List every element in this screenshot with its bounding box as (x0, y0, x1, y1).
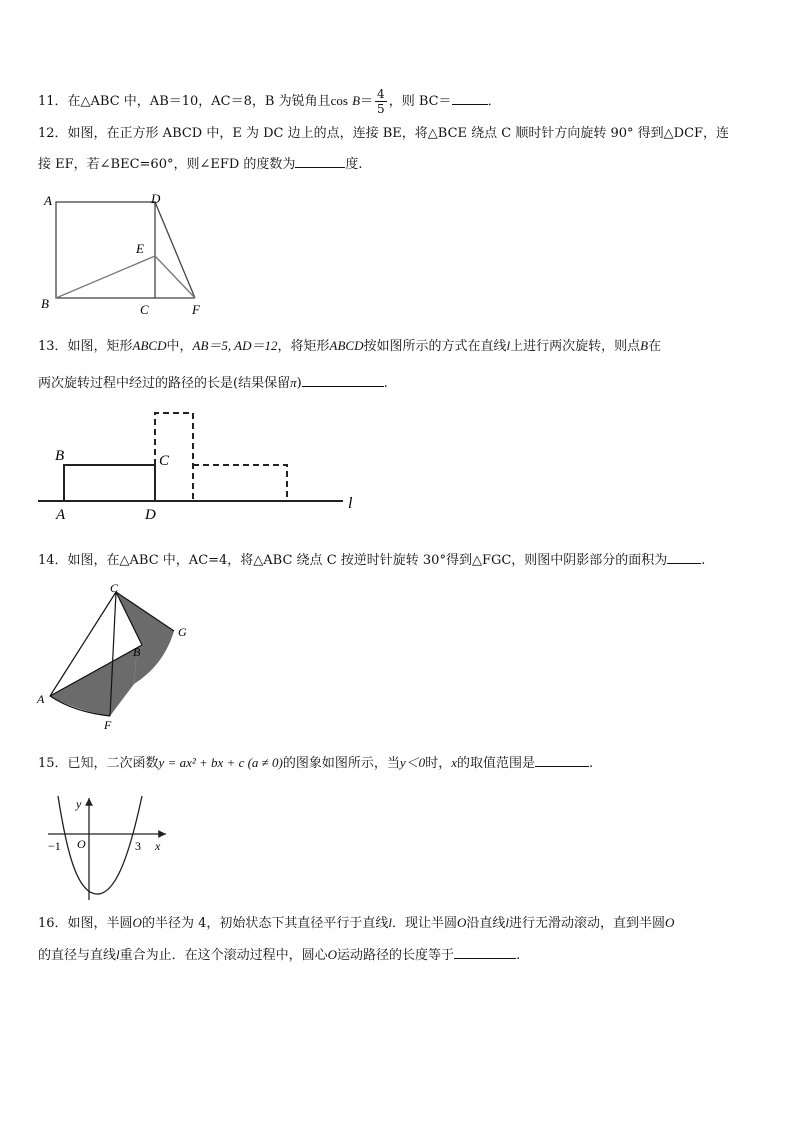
label-f: F (104, 718, 112, 732)
q11-frac-den: 5 (377, 102, 385, 116)
label-d: D (145, 507, 156, 523)
label-c: C (140, 302, 149, 317)
question-13-line2: 两次旋转过程中经过的路径的长是(结果保留π) . (38, 375, 388, 391)
label-b: B (55, 448, 65, 464)
q12-answer-blank[interactable] (295, 155, 345, 168)
q13-answer-blank[interactable] (302, 374, 384, 387)
q15-formula: y = ax² + bx + c (a ≠ 0) (158, 755, 283, 770)
q11-cos: cos (330, 93, 348, 108)
shaded-region-lower (50, 645, 142, 716)
q11-var-b: B (352, 93, 361, 108)
segment-df (155, 202, 195, 298)
label-c: C (110, 581, 119, 595)
rect-original (64, 465, 155, 501)
q15-figure (38, 792, 178, 902)
q11-text-a: 11．在△ABC 中，AB＝10，AC＝8，B 为锐角且 (38, 94, 331, 109)
question-12-line1: 12．如图，在正方形 ABCD 中，E 为 DC 边上的点，连接 BE，将△BCE 绕点 C 顺时针方向旋转 90° 得到△DCF，连 (38, 126, 730, 141)
label-f: F (192, 302, 200, 317)
q14-answer-blank[interactable] (667, 551, 701, 564)
rect-rotated-2 (193, 465, 287, 501)
q12-text-b: 度. (345, 157, 363, 172)
shaded-regions (50, 592, 174, 716)
q13-figure (38, 408, 368, 523)
label-x: x (155, 839, 161, 853)
q12-figure (38, 190, 218, 320)
label-l: l (348, 495, 353, 512)
label-b: B (41, 296, 49, 311)
q11-text-b: ，则 BC＝ (388, 94, 452, 109)
question-16-line2: 的直径与直线l重合为止．在这个滚动过程中，圆心O运动路径的长度等于 . (38, 947, 521, 963)
label-b: B (133, 645, 141, 659)
question-11 (38, 87, 501, 116)
q11-answer-blank[interactable] (452, 92, 488, 105)
question-14: 14．如图，在△ABC 中，AC=4，将△ABC 绕点 C 按逆时针旋转 30°得到△FGC，则图中阴影部分的面积为 . (38, 553, 706, 568)
segment-ef (155, 256, 195, 298)
q16-answer-blank[interactable] (454, 946, 516, 959)
label-a: A (44, 193, 52, 208)
q12-text-a: 接 EF，若∠BEC=60°，则∠EFD 的度数为 (38, 157, 296, 172)
label-y: y (76, 797, 82, 811)
parabola (58, 796, 142, 894)
question-12-line2 (38, 155, 363, 174)
q14-figure (36, 580, 206, 732)
q11-frac-num: 4 (377, 87, 385, 101)
label-d: D (151, 191, 161, 206)
label-a: A (56, 507, 66, 523)
label-neg1: −1 (48, 839, 61, 853)
label-o: O (77, 837, 86, 851)
q11-fraction (375, 87, 387, 116)
q15-answer-blank[interactable] (535, 754, 589, 767)
question-13-line1: 13．如图，矩形ABCD中，AB＝5, AD＝12，将矩形ABCD按如图所示的方式在直线l上进行两次旋转，则点B在 (38, 338, 662, 354)
q11-end: ． (487, 94, 501, 109)
label-3: 3 (135, 839, 141, 853)
label-g: G (178, 625, 187, 639)
label-e: E (136, 241, 144, 256)
segment-be (56, 256, 155, 298)
label-a: A (37, 692, 45, 706)
label-c: C (159, 453, 170, 469)
q11-eq: ＝ (360, 94, 374, 109)
question-15: 15．已知，二次函数y = ax² + bx + c (a ≠ 0)的图象如图所示，当y＜0时，x的取值范围是 . (38, 755, 594, 771)
question-16-line1: 16．如图，半圆O的半径为 4，初始状态下其直径平行于直线l．现让半圆O沿直线l进行无滑动滚动，直到半圆O (38, 915, 675, 931)
